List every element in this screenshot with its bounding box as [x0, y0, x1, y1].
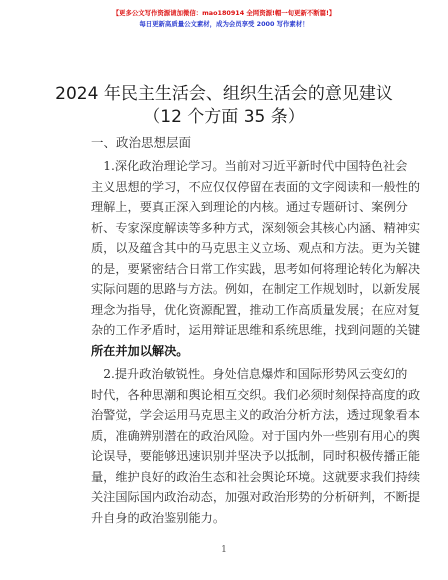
- paragraph-1-line: 杂的工作矛盾时，运用辩证思维和系统思维，找到问题的关键: [91, 323, 421, 337]
- promo-banner-line-1: 【更多公文写作资源请加微信：mao180914 全网资源!帽一旬更新不断篇!】: [112, 9, 336, 17]
- document-title: [0, 83, 448, 129]
- paragraph-2-line: 2.提升政治敏锐性。身处信息爆炸和国际形势风云变幻的: [103, 367, 408, 381]
- promo-banner: [0, 8, 448, 30]
- paragraph-1-line: 理念为指导，优化资源配置，推动工作高质量发展；在应对复: [91, 302, 421, 317]
- paragraph-2-line: 治警觉，学会运用马克思主义的政治分析方法，透过现象看本: [91, 408, 421, 422]
- paragraph-1-line: 质，以及蕴含其中的马克思主义立场、观点和方法。更为关键: [91, 241, 421, 255]
- paragraph-1-line: 主义思想的学习，不应仅仅停留在表面的文字阅读和一般性的: [91, 179, 421, 194]
- paragraph-2-line: 量，维护良好的政治生态和社会舆论环境。这就要求我们持续: [91, 469, 421, 484]
- paragraph-1-line: 1.深化政治理论学习。当前对习近平新时代中国特色社会: [103, 159, 408, 173]
- paragraph-2-line: 论误导，要能够迅速识别并坚决予以抵制，同时积极传播正能: [91, 449, 421, 463]
- promo-banner-line-2: 每日更新高质量公文素材，成为会员享受 2000 写作素材！: [139, 20, 309, 28]
- title-line-1: 2024 年民主生活会、组织生活会的意见建议: [55, 84, 393, 104]
- paragraph-2-line: 升自身的政治鉴别能力。: [91, 510, 226, 525]
- paragraph-2: [91, 364, 421, 528]
- page-number: 1: [221, 545, 227, 555]
- section-heading: 一、政治思想层面: [91, 135, 192, 150]
- paragraph-1-line: 理解上，要真正深入到理论的内核。通过专题研讨、案例分: [91, 200, 408, 214]
- paragraph-1-line: 的是，要紧密结合日常工作实践，思考如何将理论转化为解决: [91, 261, 421, 276]
- paragraph-2-line: 时代，各种思潮和舆论相互交织。我们必须时刻保持高度的政: [91, 387, 421, 402]
- paragraph-1-line: 所在并加以解决。: [91, 343, 189, 358]
- title-line-2: （12 个方面 35 条）: [143, 107, 305, 127]
- paragraph-2-line: 质，准确辨别潜在的政治风险。对于国内外一些别有用心的舆: [91, 428, 421, 443]
- paragraph-2-line: 关注国际国内政治动态，加强对政治形势的分析研判，不断提: [91, 490, 421, 504]
- paragraph-1: [91, 156, 421, 361]
- paragraph-1-line: 实际问题的思路与方法。例如，在制定工作规划时，以新发展: [91, 282, 421, 296]
- paragraph-1-line: 析、专家深度解读等多种方式，深刻领会其核心内涵、精神实: [91, 220, 421, 235]
